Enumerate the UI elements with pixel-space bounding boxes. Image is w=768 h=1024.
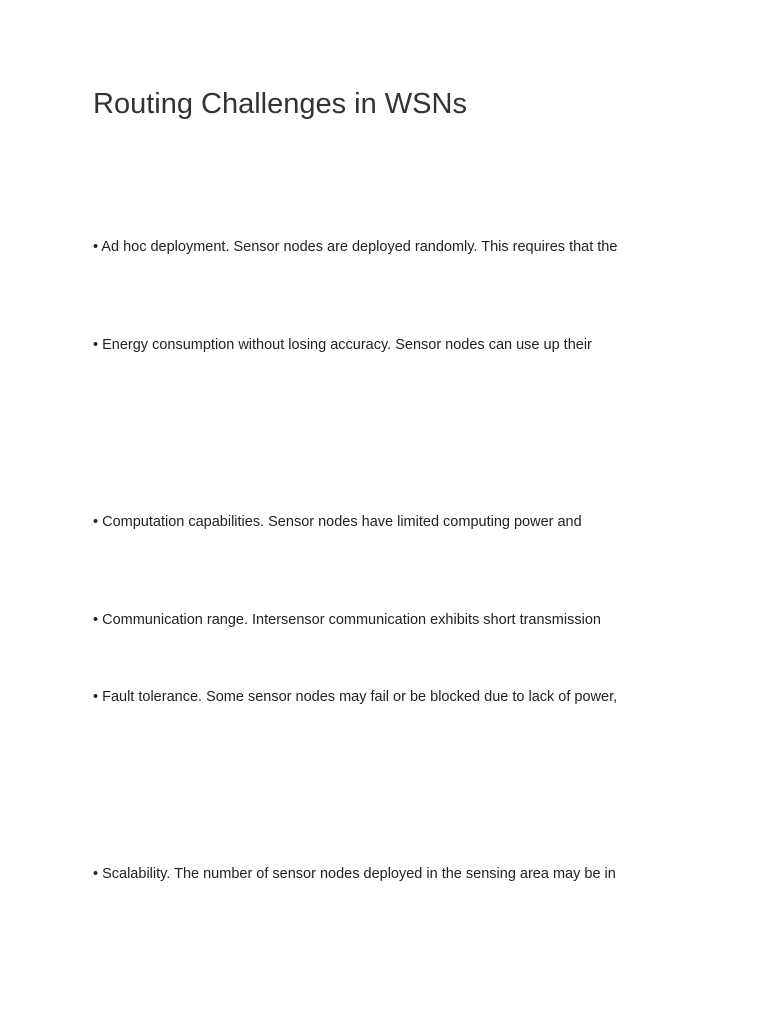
page-title: Routing Challenges in WSNs (93, 88, 467, 120)
bullet-energy-consumption: • Energy consumption without losing accuracy. Sensor nodes can use up their (93, 337, 592, 353)
bullet-computation-capabilities: • Computation capabilities. Sensor nodes have limited computing power and (93, 514, 582, 530)
bullet-fault-tolerance: • Fault tolerance. Some sensor nodes may fail or be blocked due to lack of power, (93, 689, 618, 705)
bullet-scalability: • Scalability. The number of sensor nodes deployed in the sensing area may be in (93, 866, 616, 882)
bullet-communication-range: • Communication range. Intersensor communication exhibits short transmission (93, 612, 601, 628)
bullet-ad-hoc-deployment: • Ad hoc deployment. Sensor nodes are deployed randomly. This requires that the (93, 239, 618, 255)
